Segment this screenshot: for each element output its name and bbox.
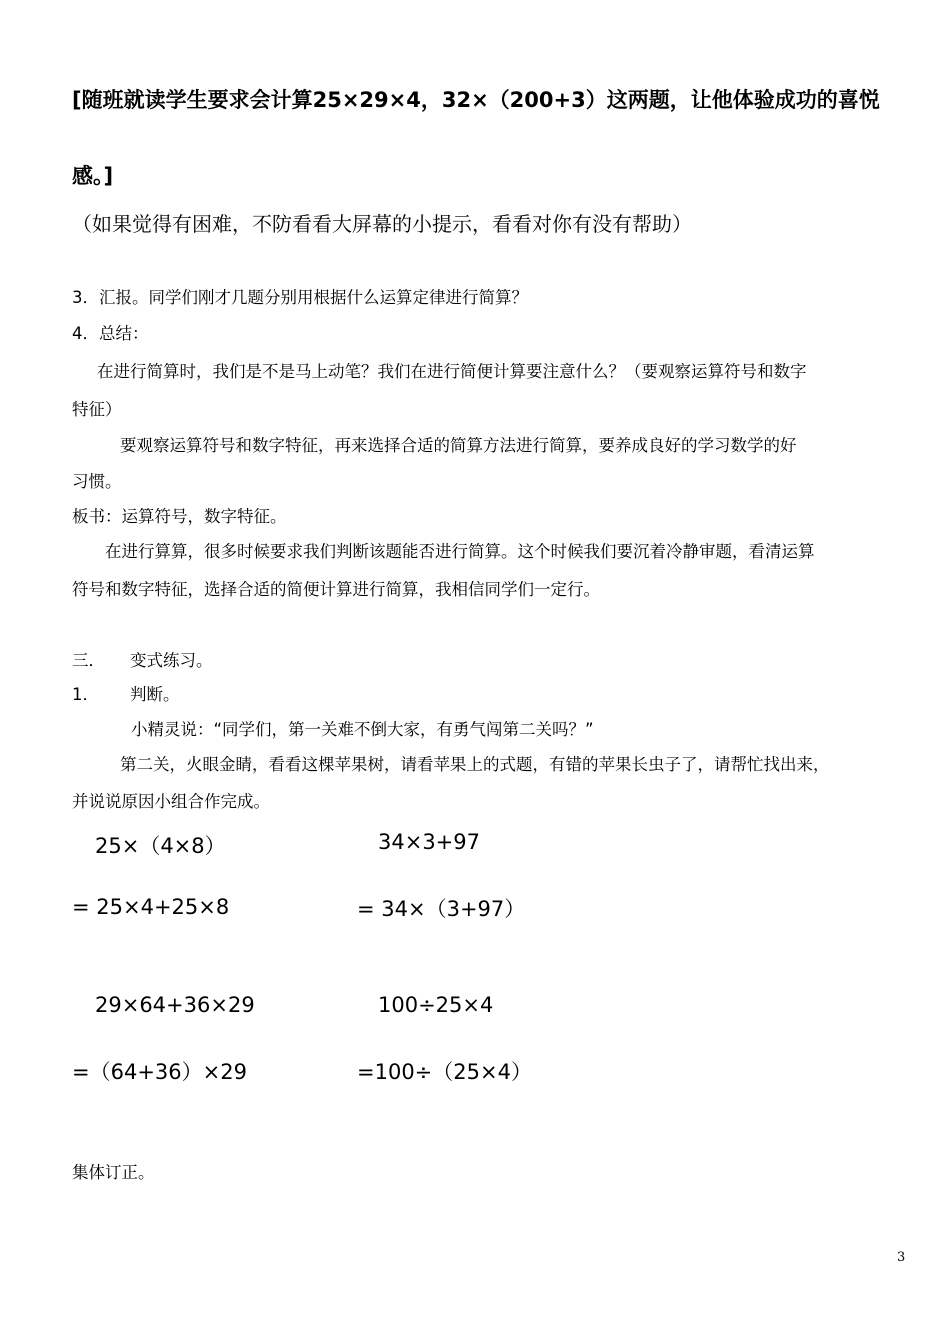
problem-step: =（64+36）×29 — [72, 1060, 247, 1084]
problem-expression: 29×64+36×29 — [95, 993, 255, 1017]
problem-step: = 25×4+25×8 — [72, 895, 230, 919]
item-heading — [72, 681, 180, 705]
intro-line-1: [随班就读学生要求会计算25×29×4，32×（200+3）这两题，让他体验成功的喜悦 — [72, 88, 880, 112]
section-number: 三． — [72, 651, 105, 670]
problem-expression: 34×3+97 — [378, 830, 480, 854]
board-writing: 板书：运算符号，数字特征。 — [72, 507, 287, 526]
item-title: 判断。 — [130, 685, 180, 704]
summary-paragraph-2a: 要观察运算符号和数字特征，再来选择合适的简算方法进行简算，要养成良好的学习数学的好 — [120, 436, 797, 455]
problem-expression: 100÷25×4 — [378, 993, 494, 1017]
intro-line-2: 感。] — [72, 164, 114, 188]
task-line-a: 第二关，火眼金睛，看看这棵苹果树，请看苹果上的式题，有错的苹果长虫子了，请帮忙找出来， — [120, 755, 830, 774]
section-heading — [72, 647, 213, 671]
task-line-b: 并说说原因小组合作完成。 — [72, 792, 270, 811]
problem-step: = 34×（3+97） — [357, 897, 526, 921]
paragraph-3b: 符号和数字特征，选择合适的简便计算进行简算，我相信同学们一定行。 — [72, 580, 600, 599]
summary-paragraph-2b: 习惯。 — [72, 472, 122, 491]
closing-text: 集体订正。 — [72, 1163, 155, 1182]
page-number: 3 — [897, 1250, 906, 1265]
hint-text: （如果觉得有困难，不防看看大屏幕的小提示，看看对你有没有帮助） — [72, 212, 692, 236]
item-number: 1． — [72, 685, 99, 704]
paragraph-3a: 在进行算算，很多时候要求我们判断该题能否进行简算。这个时候我们要沉着冷静审题，看清运算 — [105, 542, 815, 561]
summary-paragraph-1b: 特征） — [72, 400, 122, 419]
summary-label: 4．总结： — [72, 324, 149, 343]
elf-quote: 小精灵说：“同学们，第一关难不倒大家，有勇气闯第二关吗？” — [131, 720, 594, 739]
report-step: 3．汇报。同学们刚才几题分别用根据什么运算定律进行简算？ — [72, 288, 528, 307]
summary-paragraph-1a: 在进行简算时，我们是不是马上动笔？我们在进行简便计算要注意什么？（要观察运算符号和数字 — [97, 362, 807, 381]
section-title: 变式练习。 — [130, 651, 213, 670]
problem-step: =100÷（25×4） — [357, 1060, 532, 1084]
problem-expression: 25×（4×8） — [95, 834, 226, 858]
